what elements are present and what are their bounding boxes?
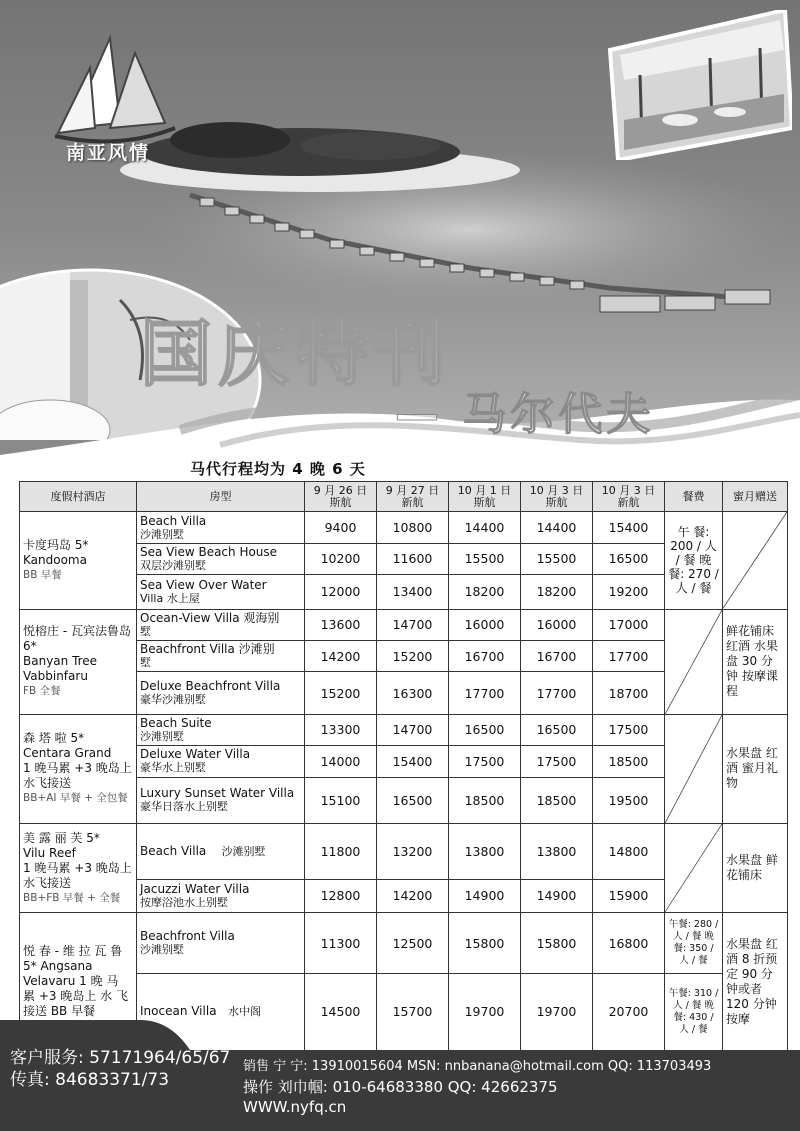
price-cell: 15400 bbox=[593, 512, 665, 543]
ops-contact: 操作 刘巾帼: 010-64683380 QQ: 42662375 bbox=[243, 1078, 558, 1096]
room-en: Sea View Beach House bbox=[140, 544, 278, 559]
hero-banner bbox=[0, 0, 800, 470]
room-cn: Villa 水上屋 bbox=[140, 591, 200, 605]
airline-label: 斯航 bbox=[545, 495, 568, 509]
diagonal-line-icon bbox=[665, 715, 722, 823]
meal-kandooma: 午 餐: 200 / 人 / 餐 晚餐: 270 / 人 / 餐 bbox=[665, 512, 723, 609]
itinerary-note: 马代行程均为 4 晚 6 天 bbox=[190, 460, 366, 478]
price-cell: 12000 bbox=[305, 575, 377, 609]
price-cell: 14500 bbox=[305, 973, 377, 1050]
room-en: Beach Villa bbox=[140, 513, 207, 528]
price-cell: 17700 bbox=[521, 672, 593, 715]
room-en: Inocean Villa bbox=[140, 1004, 217, 1019]
price-cell: 19700 bbox=[449, 973, 521, 1050]
hotel-centara bbox=[20, 714, 137, 823]
date-label: 10 月 1 日 bbox=[457, 483, 512, 497]
price-cell: 13600 bbox=[305, 609, 377, 640]
hotel-name: 美 露 丽 芙 5* bbox=[23, 830, 100, 845]
price-table bbox=[19, 481, 788, 1051]
price-cell: 12500 bbox=[377, 913, 449, 974]
room-type bbox=[137, 609, 305, 640]
header-hotel: 度假村酒店 bbox=[20, 482, 137, 512]
date-label: 10 月 3 日 bbox=[529, 483, 584, 497]
price-cell: 16700 bbox=[521, 640, 593, 671]
price-cell: 13400 bbox=[377, 575, 449, 609]
room-en: Deluxe Water Villa bbox=[140, 747, 251, 762]
price-cell: 14900 bbox=[449, 879, 521, 912]
price-cell: 16000 bbox=[521, 609, 593, 640]
diagonal-line-icon bbox=[665, 824, 722, 912]
price-cell: 17500 bbox=[521, 746, 593, 777]
price-cell: 18500 bbox=[449, 777, 521, 824]
price-cell: 19700 bbox=[521, 973, 593, 1050]
gift-none-kandooma bbox=[723, 512, 788, 609]
price-cell: 15400 bbox=[377, 746, 449, 777]
table-row bbox=[20, 714, 788, 745]
price-cell: 16500 bbox=[593, 543, 665, 574]
price-cell: 17500 bbox=[449, 746, 521, 777]
price-cell: 18500 bbox=[593, 746, 665, 777]
price-cell: 20700 bbox=[593, 973, 665, 1050]
price-cell: 14200 bbox=[377, 879, 449, 912]
hotel-name-en: Centara Grand bbox=[23, 746, 112, 761]
price-cell: 14700 bbox=[377, 714, 449, 745]
header-date-4 bbox=[521, 482, 593, 512]
header-gift: 蜜月赠送 bbox=[723, 482, 788, 512]
room-cn: 豪华沙滩别墅 bbox=[140, 693, 206, 707]
website-link[interactable]: WWW.nyfq.cn bbox=[243, 1098, 347, 1116]
gift-centara: 水果盘 红酒 蜜月礼物 bbox=[723, 714, 788, 823]
price-cell: 17700 bbox=[449, 672, 521, 715]
room-type bbox=[137, 746, 305, 777]
hotel-name-en: Kandooma bbox=[23, 552, 87, 567]
price-cell: 16300 bbox=[377, 672, 449, 715]
hotel-vilu-reef bbox=[20, 824, 137, 913]
room-en: Luxury Sunset Water Villa bbox=[140, 786, 295, 801]
transfer-info: 1 晚马累 +3 晚岛上 水飞接送 bbox=[23, 860, 132, 890]
room-cn: 豪华水上别墅 bbox=[140, 761, 206, 775]
room-cn: 双层沙滩别墅 bbox=[140, 558, 206, 572]
price-cell: 11800 bbox=[305, 824, 377, 880]
price-cell: 16500 bbox=[377, 777, 449, 824]
price-cell: 9400 bbox=[305, 512, 377, 543]
price-cell: 15100 bbox=[305, 777, 377, 824]
price-cell: 15500 bbox=[449, 543, 521, 574]
room-type bbox=[137, 714, 305, 745]
room-cn: 沙滩别墅 bbox=[140, 527, 184, 541]
board-basis: BB+FB 早餐 + 全餐 bbox=[23, 891, 121, 904]
diagonal-line-icon bbox=[723, 512, 787, 608]
price-cell: 15200 bbox=[305, 672, 377, 715]
room-type bbox=[137, 575, 305, 609]
logo-text: 南亚风情 bbox=[66, 142, 151, 164]
room-en: Ocean-View Villa 观海别 bbox=[140, 610, 280, 625]
gift-banyan: 鲜花铺床 红酒 水果盘 30 分钟 按摩课程 bbox=[723, 609, 788, 714]
price-cell: 18700 bbox=[593, 672, 665, 715]
room-en: Beachfront Villa 沙滩别 bbox=[140, 642, 275, 657]
room-en: Beach Suite bbox=[140, 715, 212, 730]
board-basis: FB 全餐 bbox=[23, 685, 61, 698]
headline-title: 国庆特刊 bbox=[140, 312, 453, 396]
table-row bbox=[20, 824, 788, 880]
price-cell: 15900 bbox=[593, 879, 665, 912]
room-cn: 沙滩别墅 bbox=[140, 943, 184, 957]
hotel-name-en: Banyan Tree Vabbinfaru bbox=[23, 654, 98, 684]
room-en: Jacuzzi Water Villa bbox=[140, 881, 250, 896]
price-cell: 14200 bbox=[305, 640, 377, 671]
room-cn: 水中阁 bbox=[228, 1005, 261, 1019]
price-cell: 11600 bbox=[377, 543, 449, 574]
room-cn: 沙滩别墅 bbox=[140, 729, 184, 743]
meal-angsana-inocean: 午餐: 310 / 人 / 餐 晚 餐: 430 / 人 / 餐 bbox=[665, 973, 723, 1050]
price-cell: 13300 bbox=[305, 714, 377, 745]
price-cell: 16500 bbox=[521, 714, 593, 745]
room-type bbox=[137, 913, 305, 974]
room-type bbox=[137, 879, 305, 912]
price-cell: 19200 bbox=[593, 575, 665, 609]
price-cell: 14800 bbox=[593, 824, 665, 880]
price-cell: 10200 bbox=[305, 543, 377, 574]
meal-angsana-beachfront: 午餐: 280 / 人 / 餐 晚餐: 350 / 人 / 餐 bbox=[665, 913, 723, 974]
room-type bbox=[137, 543, 305, 574]
hotel-name: 卡度玛岛 5* bbox=[23, 537, 89, 552]
price-cell: 15500 bbox=[521, 543, 593, 574]
price-cell: 13800 bbox=[521, 824, 593, 880]
sales-contact: 销售 宁 宁: 13910015604 MSN: nnbanana@hotmail.com QQ: 113703493 bbox=[243, 1059, 712, 1074]
airline-label: 新航 bbox=[401, 495, 424, 509]
price-cell: 10800 bbox=[377, 512, 449, 543]
airline-label: 新航 bbox=[617, 495, 640, 509]
date-label: 9 月 26 日 bbox=[313, 483, 368, 497]
header-date-2 bbox=[377, 482, 449, 512]
fax-number: 传真: 84683371/73 bbox=[10, 1070, 170, 1090]
airline-label: 斯航 bbox=[329, 495, 352, 509]
meal-none-banyan bbox=[665, 609, 723, 714]
price-cell: 14400 bbox=[449, 512, 521, 543]
diagonal-line-icon bbox=[665, 610, 722, 714]
price-cell: 12800 bbox=[305, 879, 377, 912]
hotel-banyan-tree bbox=[20, 609, 137, 714]
price-cell: 13200 bbox=[377, 824, 449, 880]
price-cell: 16700 bbox=[449, 640, 521, 671]
room-cn: 墅 bbox=[140, 656, 151, 670]
footer-contact-left bbox=[10, 1047, 230, 1091]
price-cell: 19500 bbox=[593, 777, 665, 824]
room-en: Deluxe Beachfront Villa bbox=[140, 679, 281, 694]
board-basis: BB+AI 早餐 + 全包餐 bbox=[23, 792, 128, 805]
room-cn: 按摩浴池水上别墅 bbox=[140, 895, 228, 909]
header-date-3 bbox=[449, 482, 521, 512]
room-cn: 墅 bbox=[140, 624, 151, 638]
table-header-row bbox=[20, 482, 788, 512]
price-cell: 16000 bbox=[449, 609, 521, 640]
headline-subtitle: — 马尔代夫 bbox=[395, 389, 655, 440]
gift-vilu: 水果盘 鲜花铺床 bbox=[723, 824, 788, 913]
price-cell: 16800 bbox=[593, 913, 665, 974]
board-basis: BB 早餐 bbox=[23, 568, 62, 581]
price-cell: 16500 bbox=[449, 714, 521, 745]
header-date-1 bbox=[305, 482, 377, 512]
price-cell: 15800 bbox=[521, 913, 593, 974]
room-cn: 豪华日落水上别墅 bbox=[140, 800, 228, 814]
room-type bbox=[137, 640, 305, 671]
price-cell: 14000 bbox=[305, 746, 377, 777]
hotel-name-en: Vilu Reef bbox=[23, 845, 76, 860]
service-phone: 客户服务: 57171964/65/67 bbox=[10, 1048, 231, 1068]
footer-contact-right bbox=[243, 1057, 711, 1117]
price-cell: 15800 bbox=[449, 913, 521, 974]
price-cell: 17700 bbox=[593, 640, 665, 671]
room-en: Sea View Over Water bbox=[140, 577, 267, 592]
price-cell: 18200 bbox=[449, 575, 521, 609]
room-type bbox=[137, 672, 305, 715]
room-en: Beachfront Villa bbox=[140, 929, 235, 944]
price-cell: 17500 bbox=[593, 714, 665, 745]
header-date-5 bbox=[593, 482, 665, 512]
hotel-angsana: 悦 春 - 维 拉 瓦 鲁 5* Angsana Velavaru 1 晚 马 累 +3 晚岛上 水 飞接送 BB 早餐 bbox=[20, 913, 137, 1051]
header-meal: 餐费 bbox=[665, 482, 723, 512]
price-cell: 17000 bbox=[593, 609, 665, 640]
room-type bbox=[137, 824, 305, 880]
gift-angsana: 水果盘 红酒 8 折预定 90 分钟或者 120 分钟按摩 bbox=[723, 913, 788, 1051]
hotel-name: 悦榕庄 - 瓦宾法鲁岛 6* bbox=[23, 624, 131, 654]
date-label: 10 月 3 日 bbox=[601, 483, 656, 497]
price-cell: 11300 bbox=[305, 913, 377, 974]
price-cell: 15200 bbox=[377, 640, 449, 671]
room-en: Beach Villa bbox=[140, 843, 207, 858]
meal-none-centara bbox=[665, 714, 723, 823]
price-cell: 15700 bbox=[377, 973, 449, 1050]
transfer-info: 1 晚马累 +3 晚岛上 水飞接送 bbox=[23, 761, 132, 791]
price-cell: 18500 bbox=[521, 777, 593, 824]
hotel-kandooma bbox=[20, 512, 137, 609]
header-room: 房型 bbox=[137, 482, 305, 512]
price-cell: 13800 bbox=[449, 824, 521, 880]
date-label: 9 月 27 日 bbox=[385, 483, 440, 497]
room-type bbox=[137, 512, 305, 543]
pavilion-photo bbox=[600, 10, 792, 160]
table-row bbox=[20, 609, 788, 640]
room-type bbox=[137, 777, 305, 824]
table-row bbox=[20, 512, 788, 543]
price-cell: 14400 bbox=[521, 512, 593, 543]
table-row bbox=[20, 913, 788, 974]
price-cell: 14900 bbox=[521, 879, 593, 912]
price-cell: 18200 bbox=[521, 575, 593, 609]
price-cell: 14700 bbox=[377, 609, 449, 640]
airline-label: 斯航 bbox=[473, 495, 496, 509]
hotel-name: 森 塔 啦 5* bbox=[23, 731, 85, 746]
meal-none-vilu bbox=[665, 824, 723, 913]
room-cn: 沙滩别墅 bbox=[221, 844, 266, 858]
